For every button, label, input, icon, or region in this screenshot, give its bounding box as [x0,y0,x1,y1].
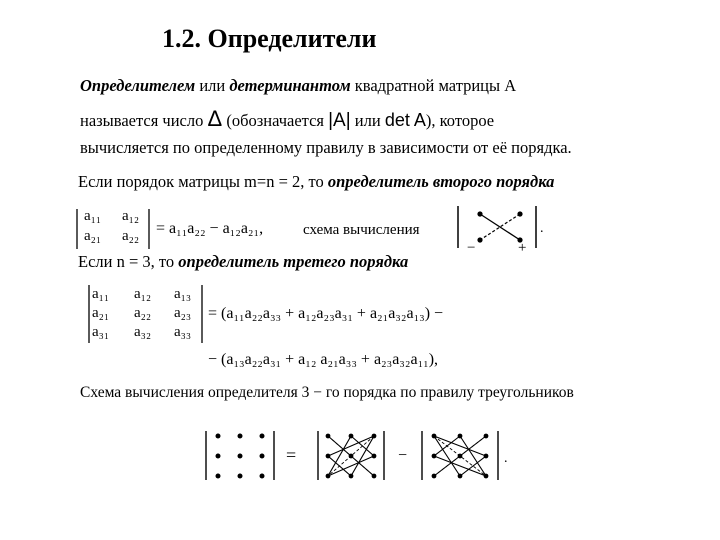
scheme-label: схема вычисления [303,222,420,238]
matrix-cell: a₂₃ [174,305,192,321]
equals-sign: = [286,445,297,465]
scheme-2x2-diagram [452,200,552,254]
negative-triangles-scheme [422,431,498,480]
matrix-cell: a₁₂ [134,286,152,302]
det-a-notation: det A [384,110,426,130]
triangle-rule-caption: Схема вычисления определителя 3 − го порядка по правилу треугольников [80,384,574,401]
abs-a-notation: |A| [328,110,351,131]
intro-line-2 [80,106,494,132]
heading-text: Если порядок матрицы m=n = 2, то [78,172,328,191]
matrix-cell: a₂₁ [84,228,102,244]
matrix-cell: a₃₂ [134,324,152,340]
intro-line-3: вычисляется по определенному правилу в зависимости от её порядка. [80,138,572,157]
minus-sign: − [398,447,408,464]
delta-symbol: Δ [207,106,223,131]
term-determinant: Определителем [80,76,196,95]
matrix-cell: a₃₁ [92,324,110,340]
heading-term: определитель третего порядка [178,252,409,271]
plus-sign: + [518,240,527,254]
matrix-cell: a₂₁ [92,305,110,321]
third-order-formula-line-1: = (a₁₁a₂₂a₃₃ + a₁₂a₂₃a₃₁ + a₂₁a₃₂a₁₃) − [208,305,444,322]
third-order-heading [78,252,408,272]
intro-text: квадратной матрицы А [350,76,517,95]
intro-text: (обозначается [222,111,329,130]
minus-sign: − [467,240,476,254]
matrix-cell: a₁₂ [122,208,140,224]
intro-text: или [195,76,230,95]
intro-line-1 [80,76,516,96]
dot-grid-3x3 [206,431,274,480]
term-determinant-alt: детерминантом [229,76,351,95]
matrix-cell: a₁₃ [174,286,192,302]
matrix-cell: a₁₁ [84,208,102,224]
period: . [540,221,544,236]
third-order-formula-line-2: − (a₁₃a₂₂a₃₁ + a₁₂ a₂₁a₃₃ + a₂₃a₃₂a₁₁), [208,351,439,368]
period: . [504,451,508,466]
positive-triangles-scheme [318,431,384,480]
matrix-cell: a₂₂ [134,305,152,321]
intro-text: или [350,111,385,130]
second-order-formula: = a₁₁a₂₂ − a₁₂a₂₁, [156,220,264,237]
triangle-rule-diagram [198,428,528,484]
matrix-cell: a₂₂ [122,228,140,244]
heading-term: определитель второго порядка [327,172,555,191]
matrix-cell: a₃₃ [174,324,192,340]
heading-text: Если n = 3, то [78,252,179,271]
intro-text: ), которое [425,111,495,130]
second-order-heading [78,172,554,192]
page-title: 1.2. Определители [162,24,377,53]
matrix-cell: a₁₁ [92,286,110,302]
intro-text: называется число [80,111,208,130]
